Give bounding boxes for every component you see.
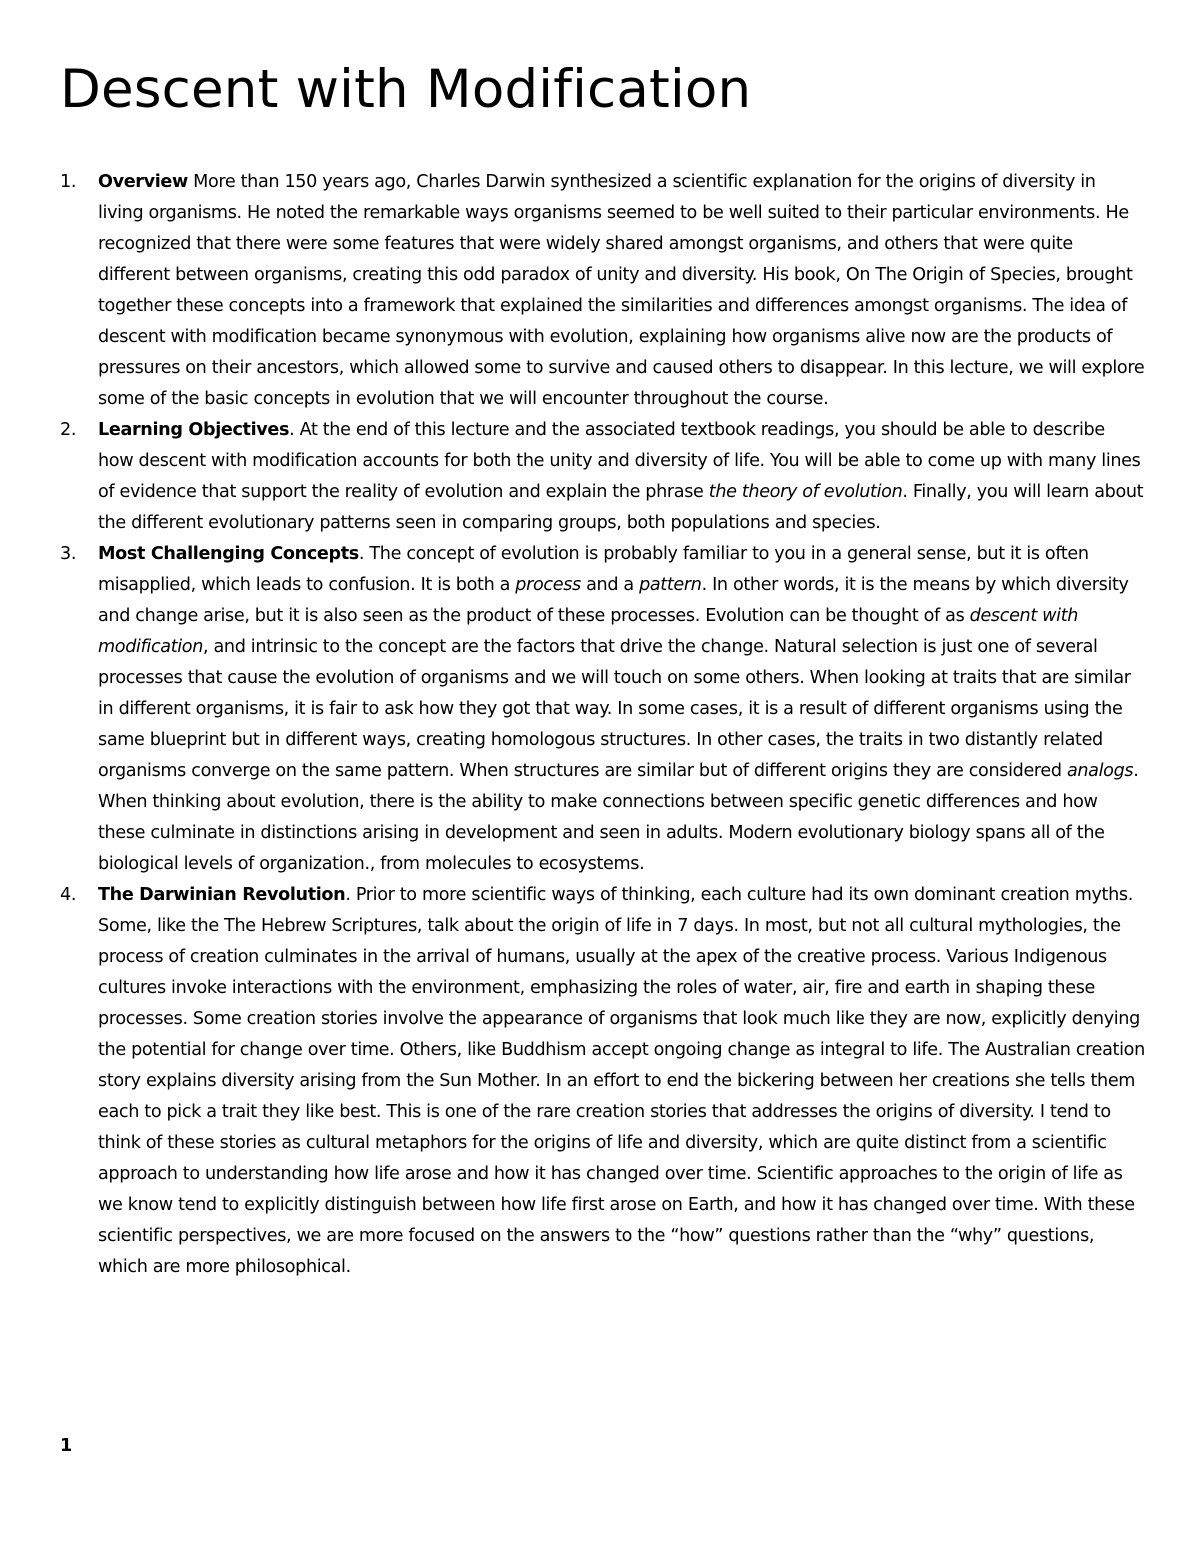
section-text: More than 150 years ago, Charles Darwin synthesized a scientific explanation for the origins of diversity in living organisms. He noted the remarkable ways organisms seemed to be well suited to their particular environments. He recognized that there were some features that were widely shared amongst organisms, and others that were quite different between organisms, creating this odd paradox of unity and diversity. His book, On The Origin of Species, brought together these concepts into a framework that explained the similarities and differences amongst organisms. The idea of descent with modification became synonymous with evolution, explaining how organisms alive now are the products of pressures on their ancestors, which allowed some to survive and caused others to disappear. In this lecture, we will explore some of the basic concepts in evolution that we will encounter throughout the course. xyxy=(98,172,1145,409)
list-item-number: 1. xyxy=(60,172,77,192)
section-heading: Learning Objectives xyxy=(98,420,290,440)
list-item xyxy=(60,415,1145,539)
list-item-number: 4. xyxy=(60,885,77,905)
list-item-number: 3. xyxy=(60,544,77,564)
page-number: 1 xyxy=(60,1436,73,1456)
list-item xyxy=(60,880,1145,1283)
section-text: . In other words, it is the means by which diversity and change arise, but it is also seen as the product of these processes. Evolution can be thought of as xyxy=(98,575,1129,626)
section-heading: Most Challenging Concepts xyxy=(98,544,359,564)
emphasized-term: pattern xyxy=(639,575,702,595)
section-body xyxy=(98,415,1145,539)
section-text: . Prior to more scientific ways of thinking, each culture had its own dominant creation myths. Some, like the The Hebrew Scriptures, talk about the origin of life in 7 days. In most, but not all cultural mythologies, the process of creation culminates in the arrival of humans, usually at the apex of the creative process. Various Indigenous cultures invoke interactions with the environment, emphasizing the roles of water, air, fire and earth in shaping these processes. Some creation stories involve the appearance of organisms that look much like they are now, explicitly denying the potential for change over time. Others, like Buddhism accept ongoing change as integral to life. The Australian creation story explains diversity arising from the Sun Mother. In an effort to end the bickering between her creations she tells them each to pick a trait they like best. This is one of the rare creation stories that addresses the origins of diversity. I tend to think of these stories as cultural metaphors for the origins of life and diversity, which are quite distinct from a scientific approach to understanding how life arose and how it has changed over time. Scientific approaches to the origin of life as we know tend to explicitly distinguish between how life first arose on Earth, and how it has changed over time. With these scientific perspectives, we are more focused on the answers to the “how” questions rather than the “why” questions, which are more philosophical. xyxy=(98,885,1145,1277)
list-item-number: 2. xyxy=(60,420,77,440)
section-text: and a xyxy=(580,575,640,595)
emphasized-term: the theory of evolution xyxy=(708,482,903,502)
list-item xyxy=(60,167,1145,415)
section-text: . When thinking about evolution, there is the ability to make connections between specific genetic differences and how these culminate in distinctions arising in development and seen in adults. Modern evolutionary biology spans all of the biological levels of organization., from molecules to ecosystems. xyxy=(98,761,1139,874)
section-body xyxy=(98,880,1145,1283)
section-text: , and intrinsic to the concept are the factors that drive the change. Natural selection is just one of several processes that cause the evolution of organisms and we will touch on some others. When looking at traits that are similar in different organisms, it is fair to ask how they got that way. In some cases, it is a result of different organisms using the same blueprint but in different ways, creating homologous structures. In other cases, the traits in two distantly related organisms converge on the same pattern. When structures are similar but of different origins they are considered xyxy=(98,637,1131,781)
emphasized-term: analogs xyxy=(1066,761,1134,781)
section-text: . The concept of evolution is probably familiar to you in a general sense, but it is often misapplied, which leads to confusion. It is both a xyxy=(98,544,1089,595)
section-heading: The Darwinian Revolution xyxy=(98,885,346,905)
page-title: Descent with Modification xyxy=(60,59,752,120)
section-list xyxy=(60,167,1145,1283)
list-item xyxy=(60,539,1145,880)
section-text: . Finally, you will learn about the different evolutionary patterns seen in comparing groups, both populations and species. xyxy=(98,482,1144,533)
section-body xyxy=(98,539,1145,880)
section-text: . At the end of this lecture and the associated textbook readings, you should be able to describe how descent with modification accounts for both the unity and diversity of life. You will be able to come up with many lines of evidence that support the reality of evolution and explain the phrase xyxy=(98,420,1141,502)
section-body xyxy=(98,167,1145,415)
section-heading: Overview xyxy=(98,172,188,192)
emphasized-term: process xyxy=(515,575,581,595)
emphasized-term: descent with modification xyxy=(98,606,1079,657)
